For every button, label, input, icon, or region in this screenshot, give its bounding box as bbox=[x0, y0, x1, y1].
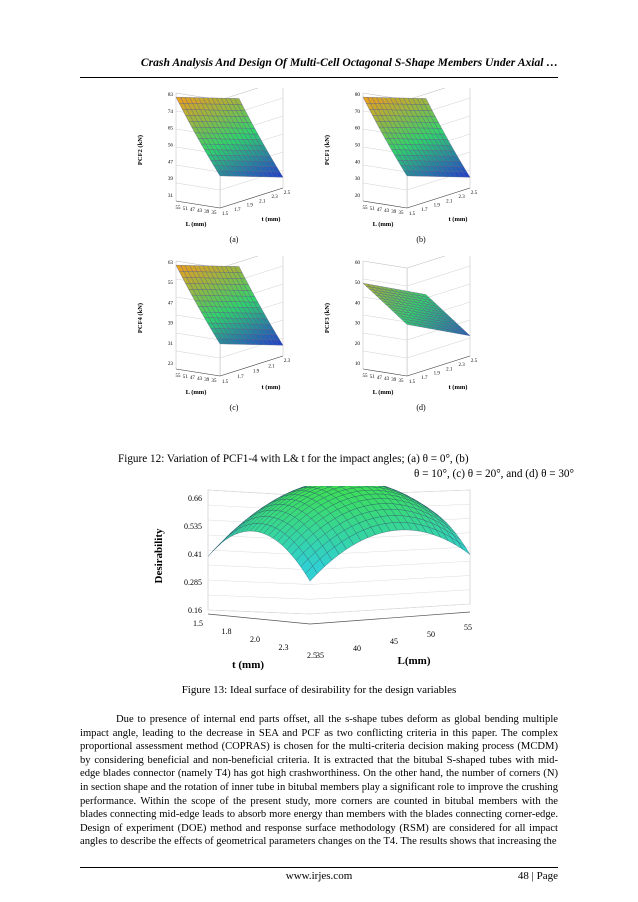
y-tick-label: 1.7 bbox=[421, 207, 428, 213]
y-tick-label: 2.3 bbox=[458, 363, 465, 369]
x-axis-label: L (mm) bbox=[185, 221, 207, 228]
panel-label: (a) bbox=[229, 235, 239, 244]
z-tick-label: 80 bbox=[354, 92, 360, 98]
z-axis-label: PCF4 (kN) bbox=[137, 302, 144, 334]
z-tick-label: 55 bbox=[167, 280, 173, 287]
x-tick-label: 39 bbox=[204, 378, 210, 383]
z-tick-label: 0.41 bbox=[188, 550, 202, 559]
y-axis-label: t (mm) bbox=[261, 216, 281, 223]
y-tick-label: 1.5 bbox=[221, 380, 229, 385]
figure12-caption-line2: θ = 10°, (c) θ = 20°, and (d) θ = 30° bbox=[414, 468, 574, 480]
y-tick-label: 1.8 bbox=[221, 627, 232, 636]
z-tick-label: 50 bbox=[354, 280, 360, 287]
y-tick-label: 2.3 bbox=[278, 643, 289, 652]
x-tick-label: 47 bbox=[376, 376, 382, 381]
figure12-panel-c bbox=[128, 256, 318, 418]
x-tick-label: 55 bbox=[362, 374, 368, 379]
x-tick-label: 43 bbox=[197, 377, 203, 382]
y-tick-label: 1.7 bbox=[237, 374, 244, 380]
y-axis-label: t (mm) bbox=[448, 216, 468, 223]
z-tick-label: 63 bbox=[167, 260, 173, 266]
figure13-desirability-surface bbox=[150, 486, 490, 676]
y-tick-label: 2.1 bbox=[446, 367, 453, 373]
x-tick-label: 47 bbox=[376, 208, 382, 213]
x-tick-label: 39 bbox=[204, 210, 210, 215]
x-tick-label: 51 bbox=[369, 207, 375, 212]
z-tick-label: 30 bbox=[354, 320, 360, 327]
z-tick-label: 0.66 bbox=[188, 494, 202, 503]
y-axis-label: t (mm) bbox=[231, 659, 265, 671]
y-tick-label: 1.9 bbox=[246, 203, 253, 209]
z-tick-label: 40 bbox=[354, 159, 360, 166]
z-tick-label: 0.16 bbox=[188, 606, 202, 615]
x-tick-label: 55 bbox=[175, 206, 181, 211]
y-tick-label: 2.1 bbox=[259, 199, 266, 205]
z-tick-label: 31 bbox=[167, 193, 173, 199]
y-tick-label: 2.0 bbox=[250, 635, 260, 644]
z-tick-label: 20 bbox=[354, 340, 360, 347]
footer-url: www.irjes.com bbox=[285, 870, 353, 882]
z-tick-label: 47 bbox=[167, 300, 173, 307]
z-tick-label: 40 bbox=[354, 300, 360, 307]
z-tick-label: 83 bbox=[167, 92, 173, 98]
y-tick-label: 2.1 bbox=[268, 364, 275, 370]
y-axis-label: t (mm) bbox=[261, 384, 281, 391]
y-tick-label: 2.3 bbox=[283, 359, 291, 364]
panel-label: (b) bbox=[416, 235, 426, 244]
x-tick-label: 51 bbox=[182, 207, 188, 212]
z-tick-label: 39 bbox=[167, 176, 173, 183]
y-axis-label: t (mm) bbox=[448, 384, 468, 391]
y-tick-label: 1.5 bbox=[408, 212, 416, 217]
z-axis-label: PCF2 (kN) bbox=[137, 134, 144, 166]
x-tick-label: 39 bbox=[391, 210, 397, 215]
y-tick-label: 2.3 bbox=[271, 195, 278, 201]
x-tick-label: 35 bbox=[398, 211, 404, 216]
figure12-panel-d bbox=[315, 256, 505, 418]
y-tick-label: 1.9 bbox=[433, 203, 440, 209]
x-axis-label: L (mm) bbox=[372, 221, 394, 228]
z-axis-label: PCF3 (kN) bbox=[324, 302, 331, 334]
z-tick-label: 30 bbox=[354, 176, 360, 183]
x-tick-label: 35 bbox=[398, 379, 404, 384]
z-axis-label: PCF1 (kN) bbox=[324, 134, 331, 166]
y-tick-label: 1.5 bbox=[193, 619, 203, 628]
y-tick-label: 2.5 bbox=[307, 651, 317, 660]
z-tick-label: 60 bbox=[354, 260, 360, 266]
y-tick-label: 2.5 bbox=[470, 359, 478, 364]
y-tick-label: 2.5 bbox=[470, 191, 478, 196]
figure12-panel-a bbox=[128, 88, 318, 250]
x-tick-label: 47 bbox=[189, 376, 195, 381]
x-tick-label: 39 bbox=[391, 378, 397, 383]
x-tick-label: 55 bbox=[464, 623, 472, 632]
z-tick-label: 10 bbox=[354, 361, 360, 367]
y-tick-label: 1.7 bbox=[421, 375, 428, 381]
z-tick-label: 39 bbox=[167, 320, 173, 327]
x-axis-label: L(mm) bbox=[397, 655, 431, 667]
x-tick-label: 35 bbox=[211, 379, 217, 384]
z-axis-label: Desirability bbox=[153, 528, 165, 584]
x-tick-label: 55 bbox=[362, 206, 368, 211]
z-tick-label: 65 bbox=[167, 125, 173, 132]
z-tick-label: 0.535 bbox=[184, 522, 202, 531]
y-tick-label: 2.3 bbox=[458, 195, 465, 201]
running-header: Crash Analysis And Design Of Multi-Cell Octagonal S-Shape Members Under Axial … bbox=[140, 56, 558, 69]
x-tick-label: 45 bbox=[390, 637, 398, 646]
x-tick-label: 51 bbox=[182, 375, 188, 380]
figure12-caption bbox=[118, 452, 578, 482]
x-tick-label: 43 bbox=[384, 209, 390, 214]
z-tick-label: 60 bbox=[354, 125, 360, 132]
x-tick-label: 50 bbox=[427, 630, 435, 639]
z-tick-label: 50 bbox=[354, 142, 360, 149]
x-tick-label: 47 bbox=[189, 208, 195, 213]
z-tick-label: 56 bbox=[167, 142, 173, 149]
x-tick-label: 40 bbox=[353, 644, 361, 653]
panel-label: (d) bbox=[416, 403, 426, 412]
y-tick-label: 1.9 bbox=[433, 371, 440, 377]
z-tick-label: 23 bbox=[167, 361, 173, 367]
y-tick-label: 1.7 bbox=[234, 207, 241, 213]
panel-label: (c) bbox=[229, 403, 239, 412]
x-tick-label: 35 bbox=[316, 651, 324, 660]
z-tick-label: 31 bbox=[167, 340, 173, 347]
y-tick-label: 1.9 bbox=[252, 369, 260, 375]
x-tick-label: 51 bbox=[369, 375, 375, 380]
y-tick-label: 1.5 bbox=[408, 380, 416, 385]
z-tick-label: 20 bbox=[354, 193, 360, 199]
footer-rule bbox=[80, 867, 558, 868]
x-tick-label: 43 bbox=[197, 209, 203, 214]
z-tick-label: 74 bbox=[167, 108, 173, 115]
z-tick-label: 0.285 bbox=[184, 578, 202, 587]
header-rule bbox=[80, 77, 558, 78]
x-tick-label: 43 bbox=[384, 377, 390, 382]
figure13-caption: Figure 13: Ideal surface of desirability for the design variables bbox=[181, 684, 457, 696]
body-text bbox=[80, 713, 558, 849]
y-tick-label: 2.1 bbox=[446, 199, 453, 205]
x-tick-label: 35 bbox=[211, 211, 217, 216]
z-tick-label: 47 bbox=[167, 159, 173, 166]
footer-page: 48 | Page bbox=[517, 870, 558, 882]
body-paragraph: Due to presence of internal end parts offset, all the s-shape tubes deform as global bending multiple impact angle, leading to the decrease in SEA and PCF as two conflicting criteria in this paper. The complex proportional assessment method (COPRAS) is chosen for the multi-criteria decision making process (MCDM) by considering beneficial and non-beneficial criteria. It is extracted that the bitubal S-shaped tubes with mid-edge blades connector (namely T4) has got high crashworthiness. On the other hand, the number of corners (N) in section shape and the rotation of inner tube in bitubal members play a significant role to improve the crushing performance. Within the scope of the present study, more corners are counted in bitubal members with the blades connecting mid-edge leads to absorb more energy than members with the blades connecting corner-edge. Design of experiment (DOE) method and response surface methodology (RSM) are considered for all impact angles to describe the effects of geometrical parameters changes on the T4. The results shows that increasing the bbox=[80, 714, 558, 848]
x-axis-label: L (mm) bbox=[372, 389, 394, 396]
figure12-panel-b bbox=[315, 88, 505, 250]
z-tick-label: 70 bbox=[354, 108, 360, 115]
y-tick-label: 1.5 bbox=[221, 212, 229, 217]
figure12-caption-line1: Figure 12: Variation of PCF1-4 with L& t for the impact angles; (a) θ = 0°, (b) bbox=[118, 453, 469, 465]
x-axis-label: L (mm) bbox=[185, 389, 207, 396]
x-tick-label: 55 bbox=[175, 374, 181, 379]
y-tick-label: 2.5 bbox=[283, 191, 291, 196]
